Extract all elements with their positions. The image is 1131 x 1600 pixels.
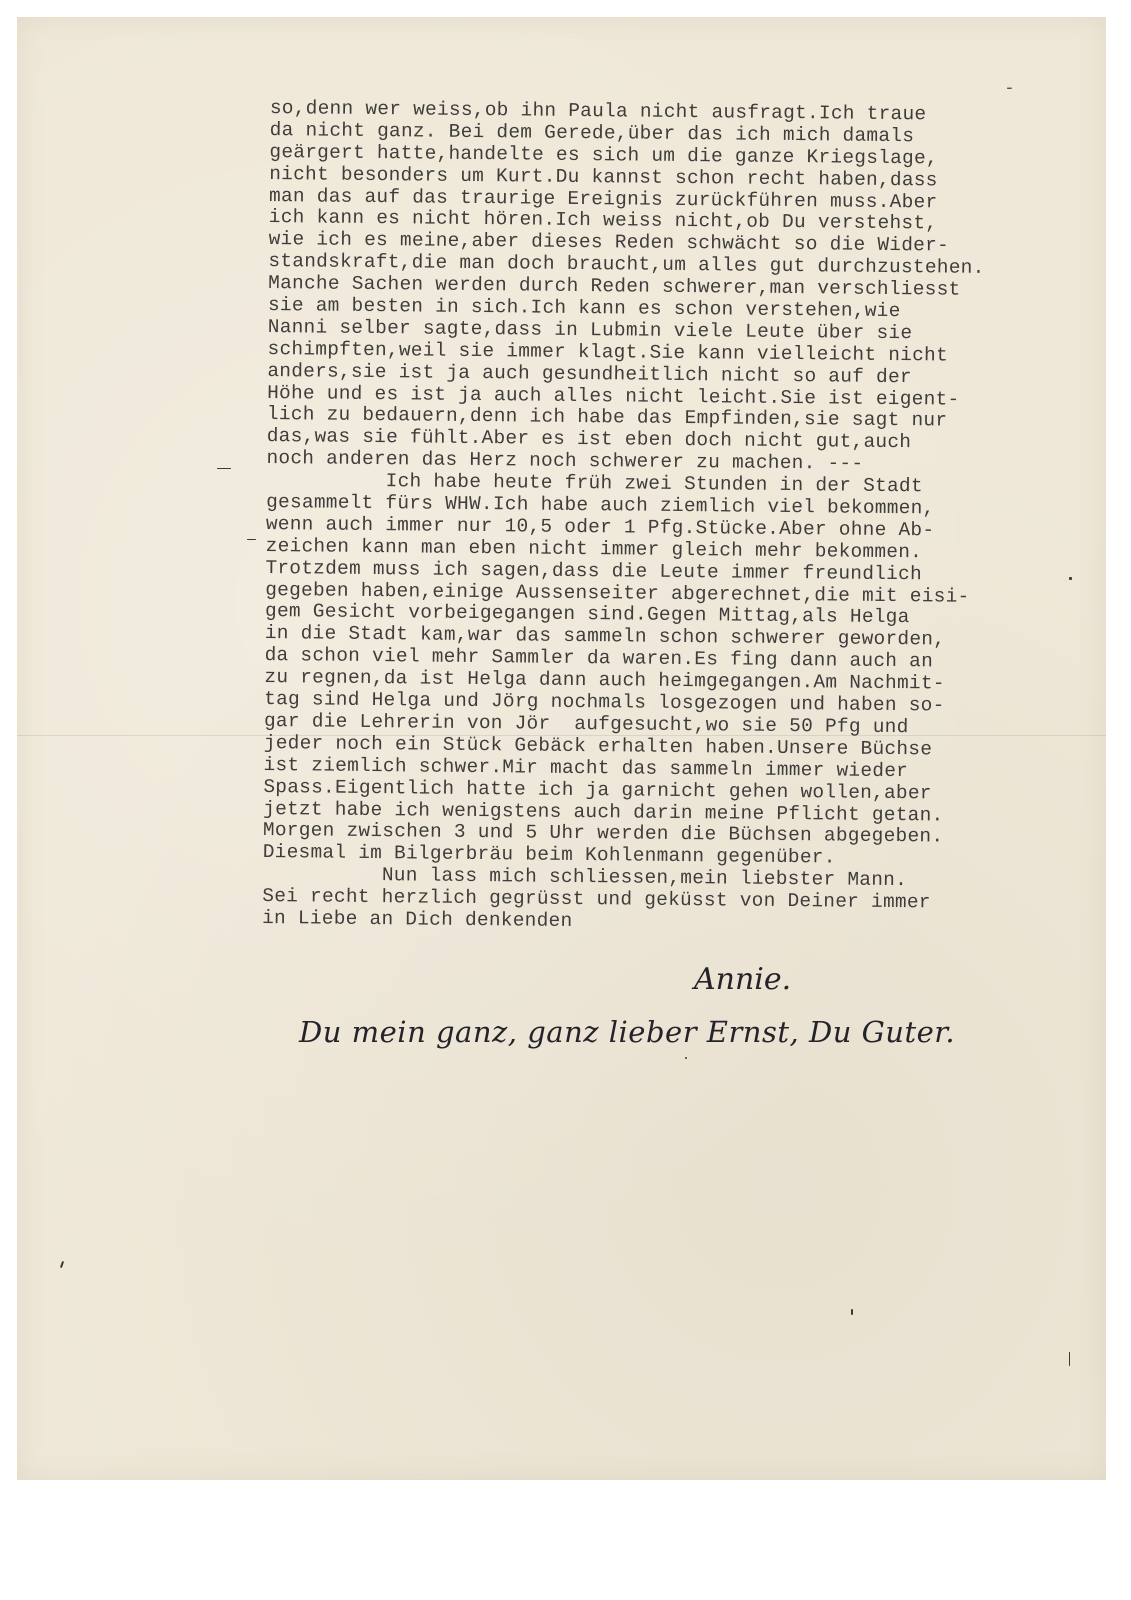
ink-speck — [851, 1309, 853, 1315]
letter-line: gem Gesicht vorbeigegangen sind.Gegen Mittag,als Helga — [264, 600, 910, 629]
letter-line: da nicht ganz. Bei dem Gerede,über das ich mich damals — [269, 118, 915, 148]
letter-line: da schon viel mehr Sammler da waren.Es fing dann auch an — [264, 644, 934, 673]
letter-line: sie am besten in sich.Ich kann es schon verstehen,wie — [267, 294, 901, 323]
ink-speck — [247, 539, 256, 540]
letter-line: gegeben haben,einige Aussenseiter abgerechnet,die mit eisi- — [265, 578, 970, 608]
letter-line: das,was sie fühlt.Aber es ist eben doch nicht gut,auch — [266, 425, 912, 454]
letter-line: gesammelt fürs WHW.Ich habe auch ziemlich viel bekommen, — [266, 491, 935, 520]
letter-line: Trotzdem muss ich sagen,dass die Leute immer freundlich — [265, 556, 923, 585]
letter-line: in die Stadt kam,war das sammeln schon schwerer geworden, — [264, 622, 946, 651]
letter-line: Höhe und es ist ja auch alles nicht leicht.Sie ist eigent- — [267, 381, 960, 411]
letter-line: Nun lass mich schliessen,mein liebster Mann. — [262, 863, 908, 892]
letter-line: zeichen kann man eben nicht immer gleich mehr bekommen. — [265, 534, 923, 564]
letter-line: Ich habe heute früh zwei Stunden in der Stadt — [266, 469, 923, 498]
letter-line: Morgen zwischen 3 und 5 Uhr werden die Büchsen abgegeben. — [262, 819, 944, 848]
letter-line: so,denn wer weiss,ob ihn Paula nicht ausfragt.Ich traue — [269, 97, 927, 126]
ink-speck — [1069, 577, 1072, 580]
letter-page — [17, 17, 1106, 1480]
typed-letter-body — [262, 98, 1100, 938]
letter-line: schimpften,weil sie immer klagt.Sie kann vielleicht nicht — [267, 337, 949, 367]
letter-line: jeder noch ein Stück Gebäck erhalten haben.Unsere Büchse — [263, 731, 933, 761]
letter-line: tag sind Helga und Jörg nochmals losgezogen und haben so- — [264, 688, 945, 717]
letter-line: man das auf das traurige Ereignis zurückführen muss.Aber — [268, 184, 938, 213]
ink-speck — [685, 1057, 687, 1059]
letter-line: geärgert hatte,handelte es sich um die ganze Kriegslage, — [269, 140, 938, 170]
letter-line: ist ziemlich schwer.Mir macht das sammeln immer wieder — [263, 753, 909, 782]
letter-line: anders,sie ist ja auch gesundheitlich nicht so auf der — [267, 359, 913, 388]
ink-speck — [217, 468, 231, 469]
letter-line: zu regnen,da ist Helga dann auch heimgegangen.Am Nachmit- — [264, 666, 945, 695]
letter-line: nicht besonders um Kurt.Du kannst schon recht haben,dass — [269, 162, 938, 192]
handwritten-signature: Annie. — [694, 962, 792, 997]
letter-line: Nanni selber sagte,dass in Lubmin viele Leute über sie — [267, 315, 913, 345]
letter-line: gar die Lehrerin von Jör aufgesucht,wo sie 50 Pfg und — [263, 709, 909, 739]
page-marker: - — [1004, 77, 1015, 98]
letter-line: wie ich es meine,aber dieses Reden schwächt so die Wider- — [268, 228, 950, 257]
letter-line: Spass.Eigentlich hatte ich ja garnicht gehen wollen,aber — [263, 775, 932, 804]
ink-speck — [60, 1261, 64, 1268]
ink-speck — [1069, 1352, 1070, 1366]
letter-line: Manche Sachen werden durch Reden schwerer,man verschliesst — [268, 272, 961, 301]
letter-line: in Liebe an Dich denkenden — [262, 906, 573, 932]
letter-line: ich kann es nicht hören.Ich weiss nicht,ob Du verstehst, — [268, 206, 938, 235]
letter-line: Diesmal im Bilgerbräu beim Kohlenmann gegenüber. — [262, 841, 836, 869]
letter-line: standskraft,die man doch braucht,um alles gut durchzustehen. — [268, 250, 985, 280]
letter-line: wenn auch immer nur 10,5 oder 1 Pfg.Stücke.Aber ohne Ab- — [265, 512, 935, 542]
letter-line: noch anderen das Herz noch schwerer zu machen. --- — [266, 447, 864, 475]
letter-line: jetzt habe ich wenigstens auch darin meine Pflicht getan. — [263, 797, 944, 826]
handwritten-postscript: Du mein ganz, ganz lieber Ernst, Du Guter. — [299, 1015, 956, 1049]
letter-line: lich zu bedauern,denn ich habe das Empfinden,sie sagt nur — [266, 403, 948, 432]
letter-line: Sei recht herzlich gegrüsst und geküsst von Deiner immer — [262, 885, 931, 914]
